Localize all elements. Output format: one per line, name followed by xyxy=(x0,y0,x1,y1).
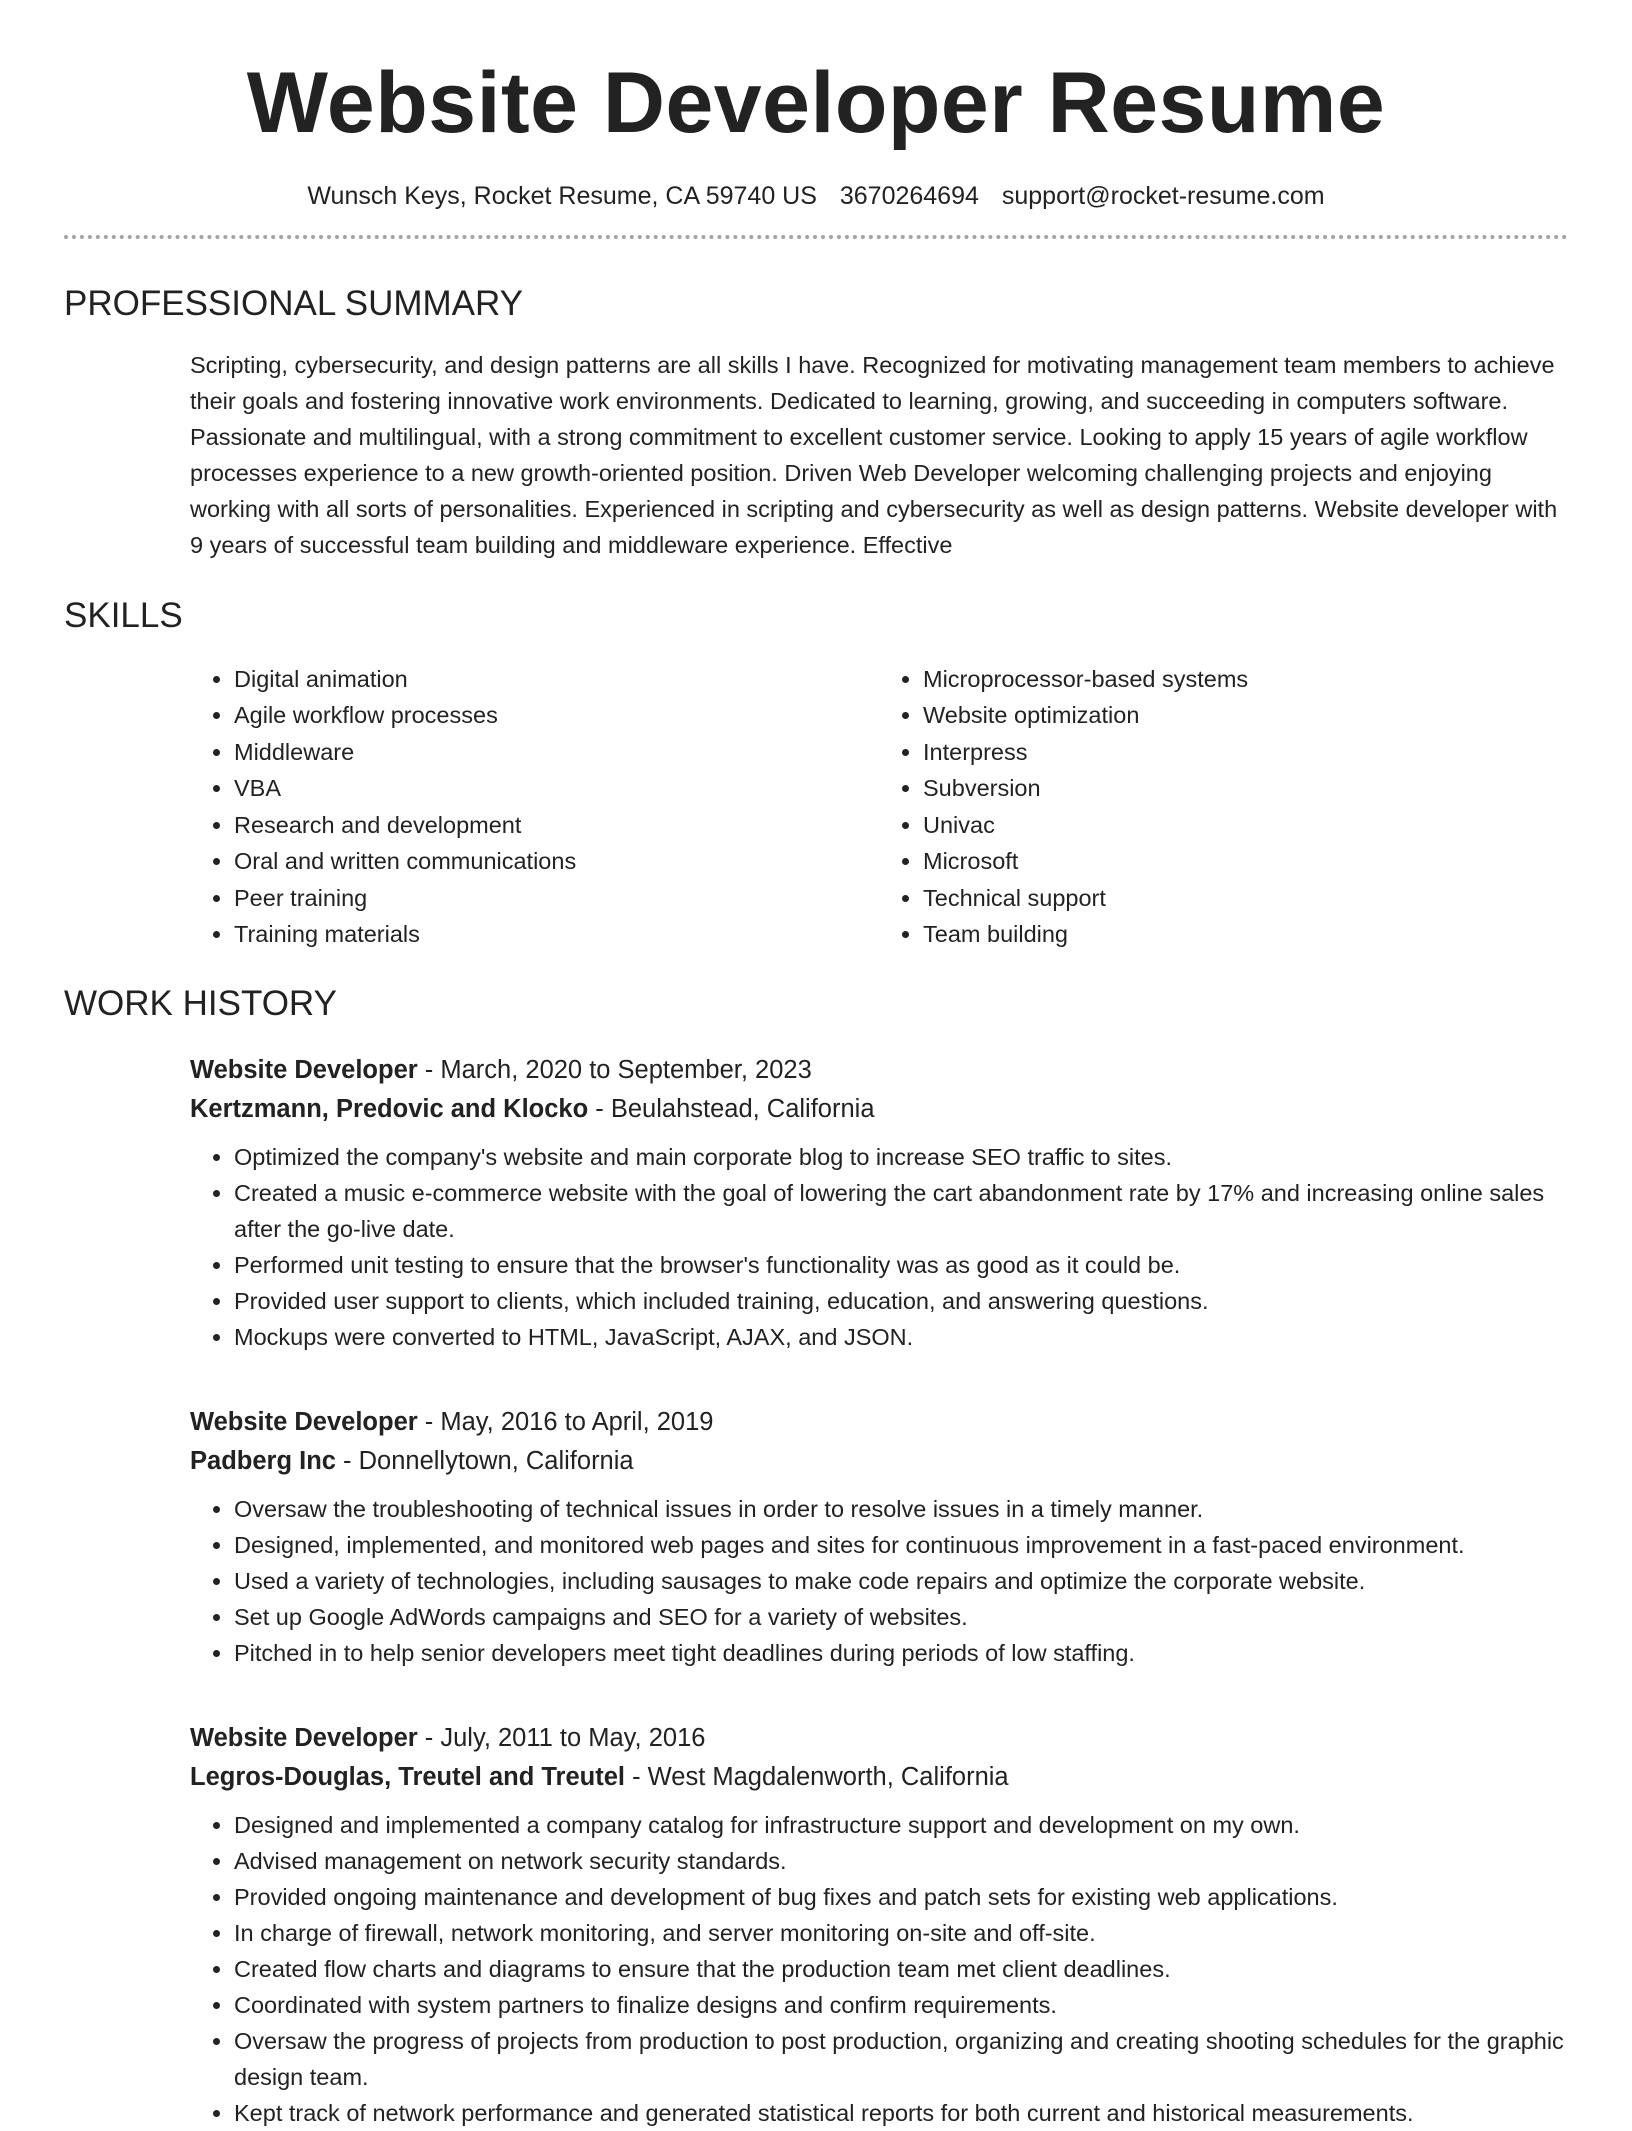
job-company: Legros-Douglas, Treutel and Treutel xyxy=(190,1762,625,1791)
job-bullet: • Provided user support to clients, which included training, education, and answering questions. xyxy=(234,1283,1568,1319)
job-bullet: • Coordinated with system partners to finalize designs and confirm requirements. xyxy=(234,1987,1568,2023)
skills-column-right xyxy=(879,661,1568,953)
job-bullet: • Performed unit testing to ensure that the browser's functionality was as good as it could be. xyxy=(234,1247,1568,1283)
work-history xyxy=(190,1051,1568,2131)
job-bullet: • Provided ongoing maintenance and development of bug fixes and patch sets for existing web applications. xyxy=(234,1879,1568,1915)
job-company-line xyxy=(190,1758,1568,1797)
job-company-line xyxy=(190,1442,1568,1481)
skill-item: • Middleware xyxy=(234,734,879,771)
skill-item: • Peer training xyxy=(234,880,879,917)
skills-grid xyxy=(190,661,1568,953)
job-company: Padberg Inc xyxy=(190,1446,336,1475)
job-title-line xyxy=(190,1719,1568,1758)
job-role: Website Developer xyxy=(190,1723,418,1752)
skills-column-left xyxy=(190,661,879,953)
skill-item: • Technical support xyxy=(923,880,1568,917)
skill-item: • Digital animation xyxy=(234,661,879,698)
job-bullet: • Pitched in to help senior developers meet tight deadlines during periods of low staffing. xyxy=(234,1635,1568,1671)
job-bullet: • Designed and implemented a company catalog for infrastructure support and development on my own. xyxy=(234,1807,1568,1843)
job-bullet: • Set up Google AdWords campaigns and SEO for a variety of websites. xyxy=(234,1599,1568,1635)
job-dates: - July, 2011 to May, 2016 xyxy=(417,1723,706,1752)
skill-item: • Interpress xyxy=(923,734,1568,771)
job-bullet: • Created a music e-commerce website with the goal of lowering the cart abandonment rate by 17% and increasing online sales after the go-live date. xyxy=(234,1175,1568,1247)
summary-heading: PROFESSIONAL SUMMARY xyxy=(64,283,523,323)
job-bullet: • Kept track of network performance and generated statistical reports for both current and historical measurements. xyxy=(234,2095,1568,2131)
job-bullet: • Used a variety of technologies, including sausages to make code repairs and optimize the corporate website. xyxy=(234,1563,1568,1599)
job-location: - Donnellytown, California xyxy=(335,1446,634,1475)
job-company: Kertzmann, Predovic and Klocko xyxy=(190,1094,589,1123)
job-entry xyxy=(190,1403,1568,1671)
job-dates: - March, 2020 to September, 2023 xyxy=(417,1055,812,1084)
job-company-line xyxy=(190,1090,1568,1129)
skill-item: • Univac xyxy=(923,807,1568,844)
skills-heading: SKILLS xyxy=(64,595,183,635)
skill-item: • Agile workflow processes xyxy=(234,697,879,734)
job-bullet: • Created flow charts and diagrams to ensure that the production team met client deadlines. xyxy=(234,1951,1568,1987)
summary-text: Scripting, cybersecurity, and design patterns are all skills I have. Recognized for motivating management team members to achieve their goals and fostering innovative work environments. Dedicated to learning, growing, and succeeding in computers software. Passionate and multilingual, with a strong commitment to excellent customer service. Looking to apply 15 years of agile workflow processes experience to a new growth-oriented position. Driven Web Developer welcoming challenging projects and enjoying working with all sorts of personalities. Experienced in scripting and cybersecurity as well as design patterns. Website developer with 9 years of successful team building and middleware experience. Effective xyxy=(190,351,1558,558)
job-title-line xyxy=(190,1051,1568,1090)
job-bullet: • Mockups were converted to HTML, JavaScript, AJAX, and JSON. xyxy=(234,1319,1568,1355)
work-history-heading: WORK HISTORY xyxy=(64,983,337,1023)
job-location: - Beulahstead, California xyxy=(588,1094,875,1123)
header-divider xyxy=(64,235,1568,239)
job-dates: - May, 2016 to April, 2019 xyxy=(417,1407,714,1436)
job-bullet: • Oversaw the troubleshooting of technical issues in order to resolve issues in a timely manner. xyxy=(234,1491,1568,1527)
job-bullet: • Designed, implemented, and monitored web pages and sites for continuous improvement in a fast-paced environment. xyxy=(234,1527,1568,1563)
job-title-line xyxy=(190,1403,1568,1442)
contact-phone: 3670264694 xyxy=(839,181,979,210)
contact-address: Wunsch Keys, Rocket Resume, CA 59740 US xyxy=(307,181,817,210)
job-bullets xyxy=(190,1807,1568,2131)
job-entry xyxy=(190,1719,1568,2131)
job-bullet: • Optimized the company's website and main corporate blog to increase SEO traffic to sites. xyxy=(234,1139,1568,1175)
job-entry xyxy=(190,1051,1568,1355)
skill-item: • Research and development xyxy=(234,807,879,844)
skill-item: • Subversion xyxy=(923,770,1568,807)
contact-email: support@rocket-resume.com xyxy=(1001,181,1325,210)
skill-item: • VBA xyxy=(234,770,879,807)
job-bullet: • Advised management on network security standards. xyxy=(234,1843,1568,1879)
skill-item: • Microsoft xyxy=(923,843,1568,880)
job-role: Website Developer xyxy=(190,1055,418,1084)
job-bullet: • In charge of firewall, network monitoring, and server monitoring on-site and off-site. xyxy=(234,1915,1568,1951)
skill-item: • Oral and written communications xyxy=(234,843,879,880)
skill-item: • Microprocessor-based systems xyxy=(923,661,1568,698)
job-role: Website Developer xyxy=(190,1407,418,1436)
job-bullets xyxy=(190,1139,1568,1355)
contact-line xyxy=(64,181,1568,211)
job-bullet: • Oversaw the progress of projects from production to post production, organizing and creating shooting schedules for the graphic design team. xyxy=(234,2023,1568,2095)
skill-item: • Website optimization xyxy=(923,697,1568,734)
skill-item: • Team building xyxy=(923,916,1568,953)
resume-title: Website Developer Resume xyxy=(246,55,1386,151)
skill-item: • Training materials xyxy=(234,916,879,953)
job-location: - West Magdalenworth, California xyxy=(625,1762,1009,1791)
job-bullets xyxy=(190,1491,1568,1671)
